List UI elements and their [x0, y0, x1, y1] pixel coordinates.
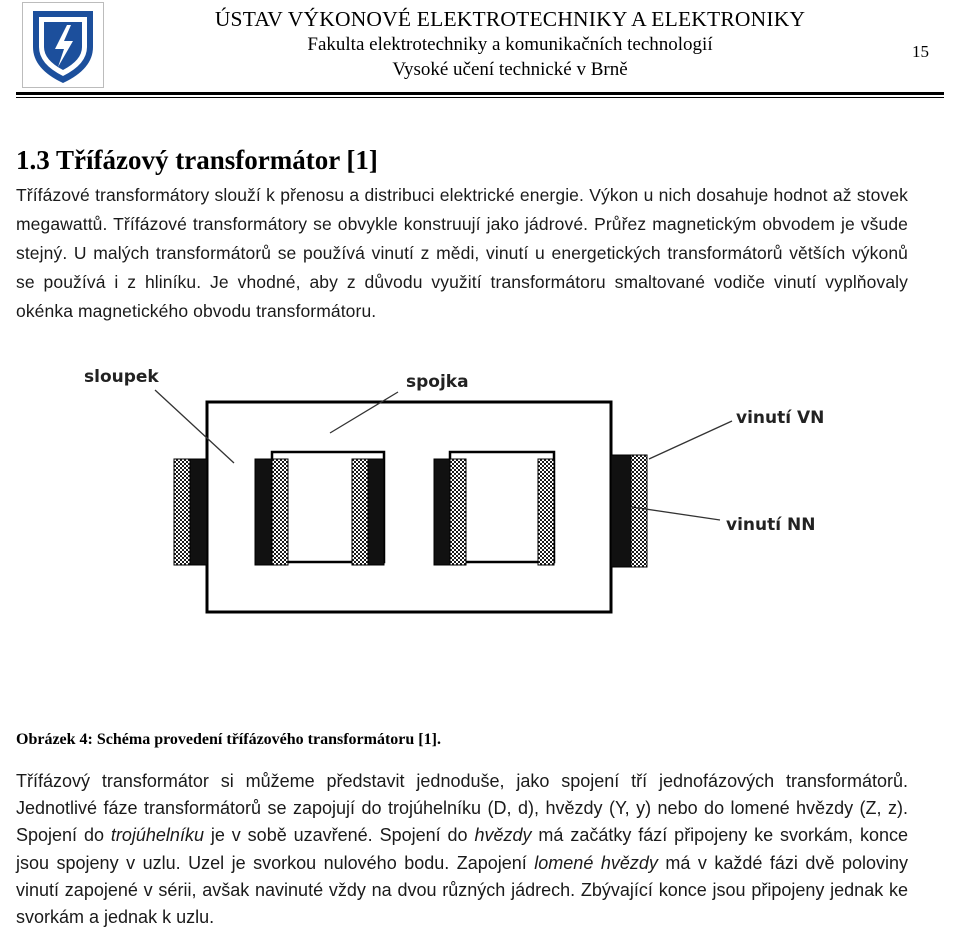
- winding-hv-2b: [450, 459, 466, 565]
- leader-vinuti-vn: [649, 421, 732, 459]
- text-segment: Třífázový transformátor si můžeme představit jednoduše, jako spojení tří jednofázových transformátorů. Jednotlivé fáze transformátorů se zapojují do trojúhelníku (D, d), hvězdy (Y, y) nebo do lomené hvězdy (Z, z). Spojení do: [16, 771, 908, 846]
- intro-paragraph: [16, 181, 908, 326]
- institute-name: ÚSTAV VÝKONOVÉ ELEKTROTECHNIKY A ELEKTRONIKY: [214, 7, 806, 31]
- transformer-figure: [0, 355, 960, 625]
- header-divider-thin: [16, 97, 944, 98]
- university-name: Vysoké učení technické v Brně: [392, 59, 628, 80]
- header-divider: [16, 92, 944, 95]
- winding-lv-2: [368, 459, 384, 565]
- italic-term-zigzag: lomené hvězdy: [534, 852, 658, 873]
- label-sloupek: sloupek: [84, 367, 159, 387]
- connection-paragraph-text: [16, 768, 908, 931]
- winding-hv-3: [631, 455, 647, 567]
- label-vinuti-nn: vinutí NN: [726, 515, 816, 535]
- transformer-diagram: [0, 355, 960, 625]
- vut-shield-logo-icon: [22, 2, 104, 88]
- label-vinuti-vn: vinutí VN: [736, 408, 825, 428]
- label-spojka: spojka: [406, 372, 469, 392]
- italic-term-delta: trojúhelníku: [110, 825, 204, 846]
- section-heading: 1.3 Třífázový transformátor [1]: [16, 145, 378, 175]
- text-segment: je v sobě uzavřené. Spojení do: [203, 825, 475, 846]
- winding-hv-3a: [538, 459, 554, 565]
- winding-hv-2: [352, 459, 368, 565]
- winding-lv-1: [190, 459, 207, 565]
- winding-lv-3: [611, 455, 631, 567]
- winding-lv-2b: [434, 459, 450, 565]
- text-segment: má začátky fází připojeny ke svorkám, konce jsou spojeny v uzlu. Uzel je svorkou nulového bodu. Zapojení: [16, 825, 908, 873]
- italic-term-star: hvězdy: [474, 825, 532, 846]
- page-number: 15: [912, 42, 929, 61]
- faculty-name: Fakulta elektrotechniky a komunikačních technologií: [307, 34, 713, 55]
- winding-lv-1b: [255, 459, 272, 565]
- winding-hv-1b: [272, 459, 288, 565]
- intro-paragraph-text: Třífázové transformátory slouží k přenosu a distribuci elektrické energie. Výkon u nich dosahuje hodnot až stovek megawattů. Třífázové transformátory se obvykle konstruují jako jádrové. Průřez magnetickým obvodem je všude stejný. U malých transformátorů se používá vinutí z mědi, vinutí u energetických transformátorů větších výkonů se používá i z hliníku. Je vhodné, aby z důvodu využití transformátoru smaltované vodiče vinutí vyplňovaly okénka magnetického obvodu transformátoru.: [16, 185, 908, 321]
- figure-caption: Obrázek 4: Schéma provedení třífázového transformátoru [1].: [16, 731, 441, 748]
- page-header: [0, 0, 960, 92]
- winding-hv-1: [174, 459, 190, 565]
- connection-paragraph: [16, 768, 908, 931]
- text-segment: má v každé fázi dvě poloviny vinutí zapojené v sérii, avšak navinuté vždy na dvou různých jádrech. Zbývající konce jsou připojeny jednak ke svorkám a jednak k uzlu.: [16, 852, 908, 928]
